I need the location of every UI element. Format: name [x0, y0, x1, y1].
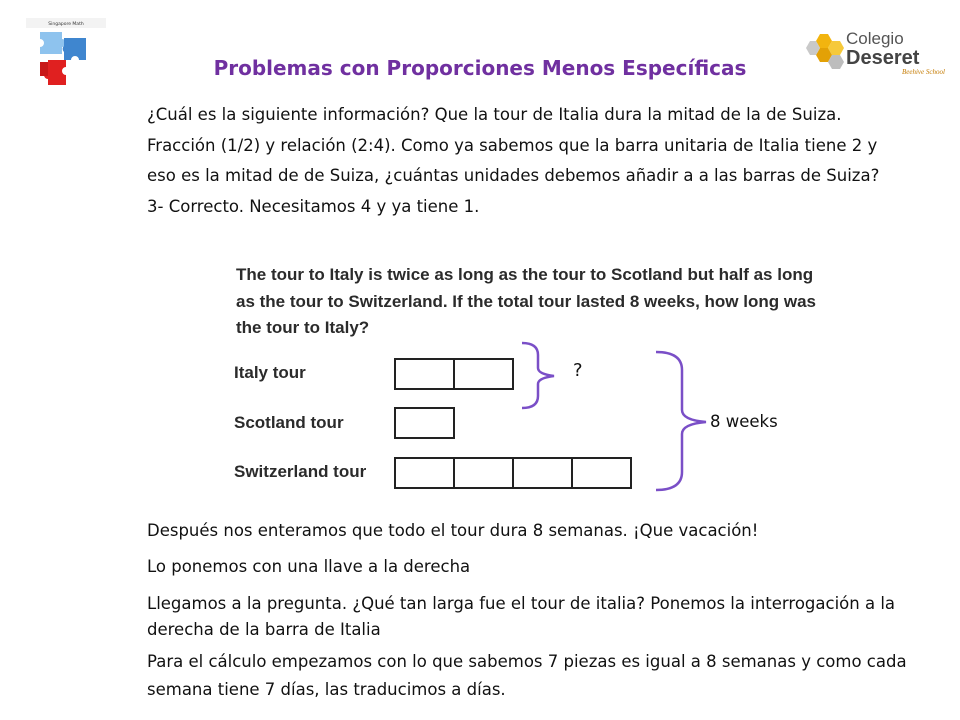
switzerland-bar-unit	[512, 457, 573, 489]
page-title: Problemas con Proporciones Menos Específicas	[213, 56, 747, 80]
logo-deseret-text: Deseret	[846, 47, 920, 69]
switzerland-bar-unit	[571, 457, 632, 489]
explanation-line-2: Lo ponemos con una llave a la derecha	[147, 557, 471, 576]
italy-tour-label: Italy tour	[234, 363, 306, 382]
italy-brace	[520, 340, 580, 410]
puzzle-logo-text: Singapore Math	[48, 22, 84, 27]
question-mark: ?	[573, 360, 583, 381]
intro-paragraph: ¿Cuál es la siguiente información? Que la tour de Italia dura la mitad de la de Suiza. Fracción (1/2) y relación (2:4). Como ya sabemos que la barra unitaria de Italia tiene 2 y eso es la mitad de de Suiza, ¿cuántas unidades debemos añadir a a las barras de Suiza? 3- Correcto. Necesitamos 4 y ya tiene 1.	[147, 105, 880, 216]
total-weeks-label: 8 weeks	[710, 412, 778, 431]
switzerland-bar-unit	[394, 457, 455, 489]
italy-bar-unit	[394, 358, 455, 390]
explanation-line-3: Llegamos a la pregunta. ¿Qué tan larga fue el tour de italia? Ponemos la interrogación a la derecha de la barra de Italia	[147, 594, 896, 639]
scotland-bar-unit	[394, 407, 455, 439]
switzerland-bar-unit	[453, 457, 514, 489]
explanation-line-1: Después nos enteramos que todo el tour dura 8 semanas. ¡Que vacación!	[147, 521, 759, 540]
total-brace	[654, 348, 710, 494]
explanation-line-4: Para el cálculo empezamos con lo que sabemos 7 piezas es igual a 8 semanas y como cada semana tiene 7 días, las traducimos a días.	[147, 652, 907, 699]
italy-bar-unit	[453, 358, 514, 390]
scotland-tour-label: Scotland tour	[234, 413, 344, 432]
problem-statement: The tour to Italy is twice as long as the tour to Scotland but half as long as the tour to Switzerland. If the total tour lasted 8 weeks, how long was the tour to Italy?	[236, 265, 816, 337]
switzerland-tour-label: Switzerland tour	[234, 462, 367, 481]
logo-colegio-text: Colegio	[846, 29, 904, 48]
logo-tagline-text: Beehive School	[902, 68, 945, 76]
